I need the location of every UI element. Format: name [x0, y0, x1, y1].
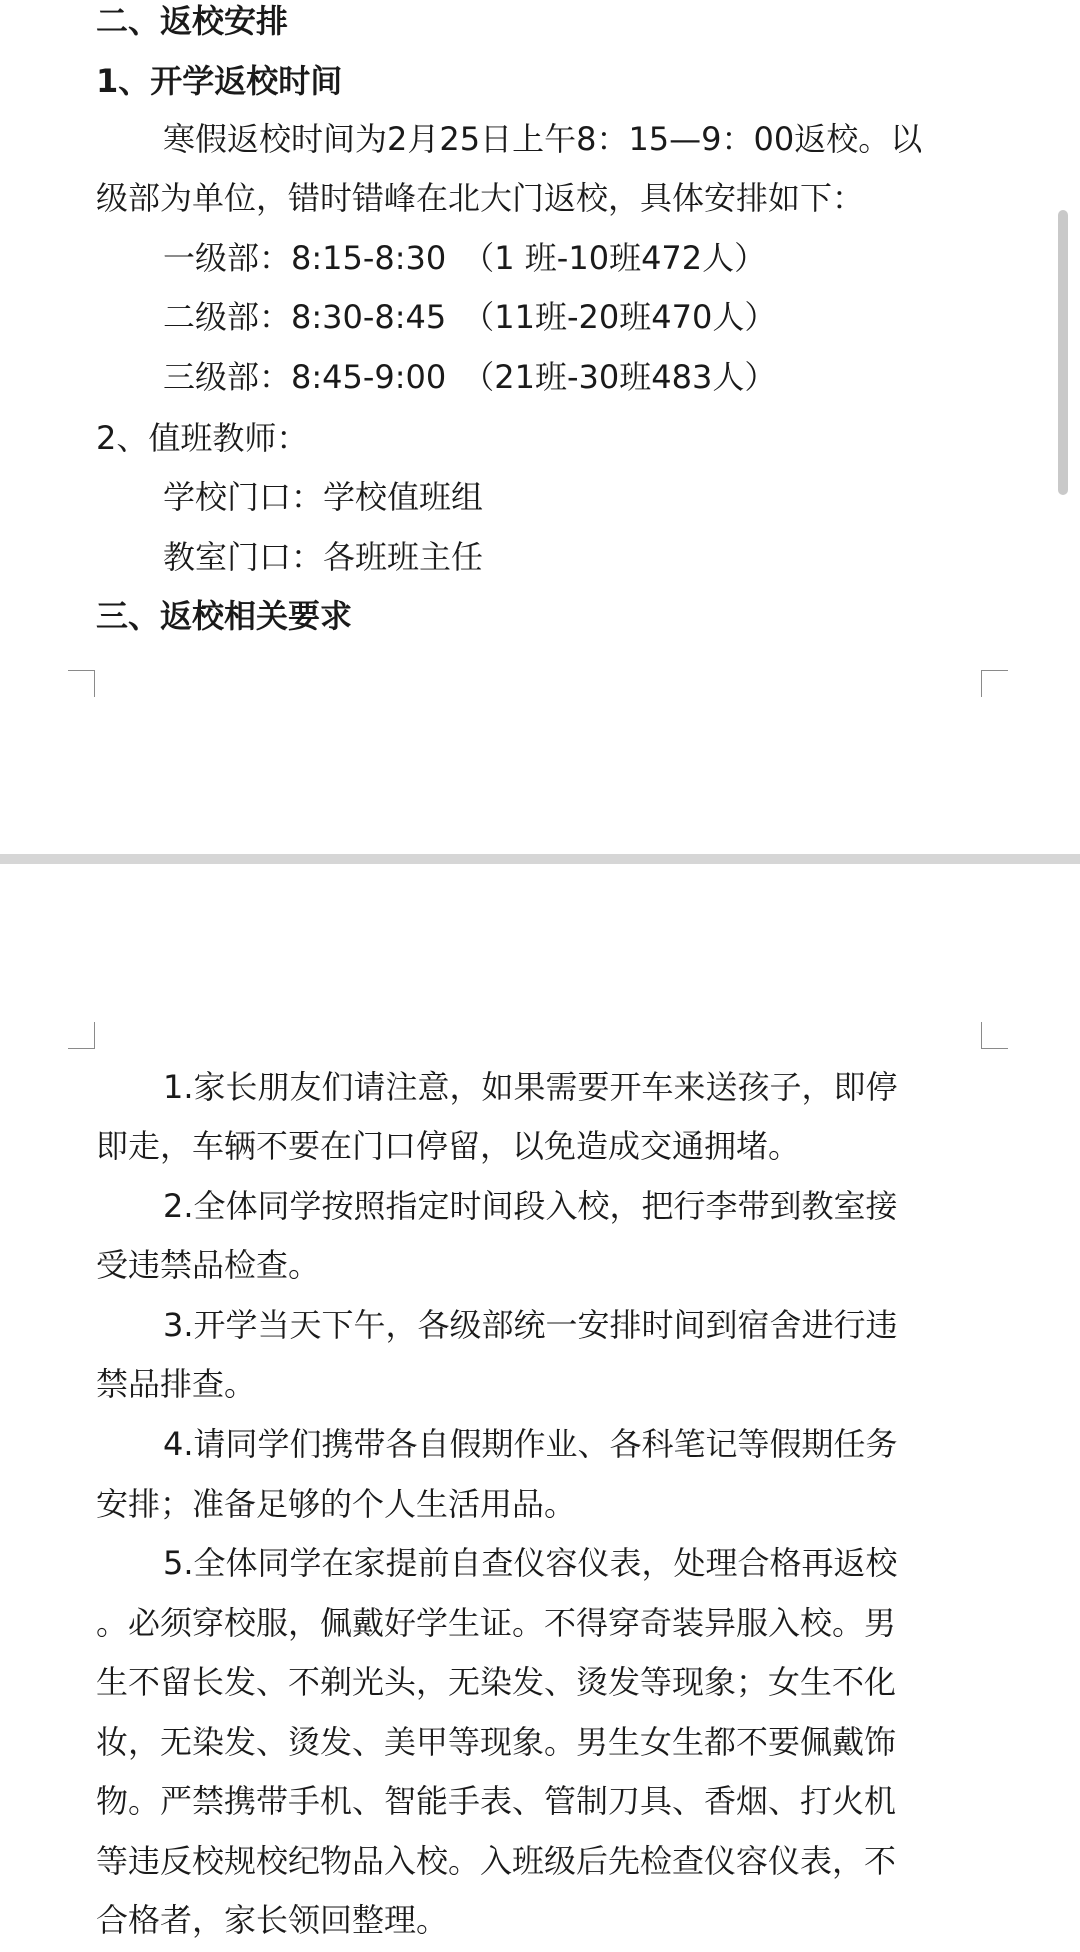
requirement-line: 1.家长朋友们请注意，如果需要开车来送孩子，即停 [163, 1068, 898, 1106]
requirement-line: 2.全体同学按照指定时间段入校，把行李带到教室接 [163, 1187, 898, 1225]
requirement-line: 安排；准备足够的个人生活用品。 [96, 1485, 577, 1523]
duty-line-classroom: 教室门口：各班班主任 [163, 538, 484, 576]
page-corner-mark [68, 1022, 95, 1049]
page-corner-mark [981, 1022, 1008, 1049]
vertical-scrollbar[interactable] [1058, 210, 1068, 495]
requirement-line: 合格者，家长领回整理。 [96, 1901, 449, 1939]
section-heading-2: 二、返校安排 [96, 2, 289, 40]
page-corner-mark [68, 670, 95, 697]
requirement-line: 受违禁品检查。 [96, 1246, 321, 1284]
requirement-line: 物。严禁携带手机、智能手表、管制刀具、香烟、打火机 [96, 1782, 897, 1820]
requirement-line: 3.开学当天下午，各级部统一安排时间到宿舍进行违 [163, 1306, 898, 1344]
page-separator [0, 854, 1080, 864]
subheading-duty-teachers: 2、值班教师： [96, 419, 309, 457]
paragraph-line: 寒假返校时间为2月25日上午8：15—9：00返校。以 [163, 120, 923, 158]
schedule-line-grade2: 二级部：8:30-8:45 （11班-20班470人） [163, 298, 777, 336]
duty-line-gate: 学校门口：学校值班组 [163, 478, 484, 516]
requirement-line: 。必须穿校服，佩戴好学生证。不得穿奇装异服入校。男 [96, 1604, 897, 1642]
requirement-line: 妆，无染发、烫发、美甲等现象。男生女生都不要佩戴饰 [96, 1723, 897, 1761]
requirement-line: 禁品排查。 [96, 1365, 257, 1403]
page-corner-mark [981, 670, 1008, 697]
section-heading-3: 三、返校相关要求 [96, 597, 353, 635]
requirement-line: 等违反校规校纪物品入校。入班级后先检查仪容仪表，不 [96, 1842, 897, 1880]
requirement-line: 即走，车辆不要在门口停留，以免造成交通拥堵。 [96, 1127, 801, 1165]
requirement-line: 生不留长发、不剃光头，无染发、烫发等现象；女生不化 [96, 1663, 897, 1701]
requirement-line: 5.全体同学在家提前自查仪容仪表，处理合格再返校 [163, 1544, 898, 1582]
subheading-return-time: 1、开学返校时间 [96, 62, 343, 100]
requirement-line: 4.请同学们携带各自假期作业、各科笔记等假期任务 [163, 1425, 898, 1463]
paragraph-line: 级部为单位，错时错峰在北大门返校，具体安排如下： [96, 179, 865, 217]
schedule-line-grade1: 一级部：8:15-8:30 （1 班-10班472人） [163, 239, 767, 277]
schedule-line-grade3: 三级部：8:45-9:00 （21班-30班483人） [163, 358, 777, 396]
